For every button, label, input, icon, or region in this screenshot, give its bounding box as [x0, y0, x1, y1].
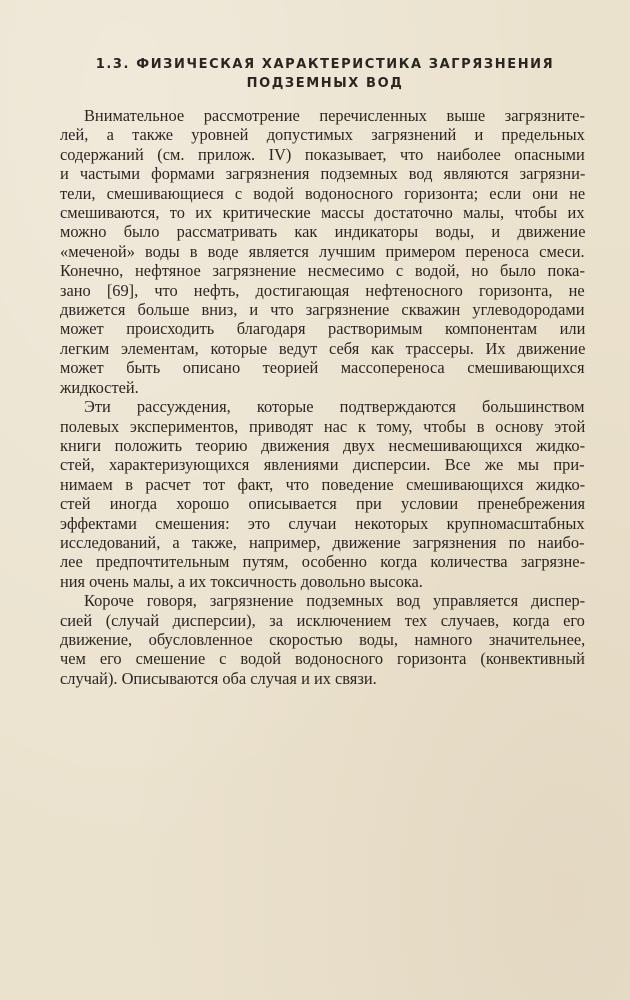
text-line: движется больше вниз, и что загрязнение скважин углеводородами: [60, 300, 585, 320]
text-line: может происходить благодаря растворимым компонентам или: [60, 319, 586, 339]
text-line: Эти рассуждения, которые подтверждаются большинством: [84, 397, 585, 417]
paragraph-2: [60, 397, 585, 591]
text-line: стей, характеризующихся явлениями дисперсии. Все же мы при-: [60, 455, 585, 475]
text-line: Внимательное рассмотрение перечисленных выше загрязните-: [84, 106, 585, 125]
text-line: движение, обусловленное скоростью воды, намного значительнее,: [60, 629, 586, 649]
text-line: смешиваются, то их критические массы достаточно малы, чтобы их: [60, 203, 585, 223]
text-line: Конечно, нефтяное загрязнение несмесимо с водой, но было пока-: [60, 261, 585, 281]
section-heading-line: 1.3. ФИЗИЧЕСКАЯ ХАРАКТЕРИСТИКА ЗАГРЯЗНЕНИЯ: [95, 57, 555, 72]
text-line: лей, а также уровней допустимых загрязнений и предельных: [60, 125, 585, 145]
text-line: и частыми формами загрязнения подземных вод являются загрязни-: [60, 164, 586, 184]
text-line: «меченой» воды в воде является лучшим примером переноса смеси.: [60, 241, 585, 261]
text-line: может быть описано теорией массопереноса смешивающихся: [60, 358, 585, 378]
text-line: можно было рассматривать как индикаторы воды, и движение: [60, 222, 586, 242]
text-line: Короче говоря, загрязнение подземных вод управляется диспер-: [84, 591, 586, 611]
body-text: [60, 106, 585, 688]
text-line: чем его смешение с водой водоносного горизонта (конвективный: [60, 649, 585, 669]
text-line: ния очень малы, а их токсичность довольно высока.: [60, 571, 423, 591]
text-line: зано [69], что нефть, достигающая нефтеносного горизонта, не: [60, 280, 585, 300]
text-line: легким элементам, которые ведут себя как трассеры. Их движение: [60, 338, 586, 358]
text-line: лее предпочтительным путям, особенно когда количества загрязне-: [60, 552, 586, 572]
text-line: жидкостей.: [60, 377, 139, 397]
text-line: сией (случай дисперсии), за исключением тех случаев, когда его: [60, 610, 585, 630]
paragraph-3: [60, 591, 585, 688]
paragraph-1: [60, 106, 585, 397]
text-line: стей иногда хорошо описывается при условии пренебрежения: [60, 494, 586, 514]
section-heading-line: ПОДЗЕМНЫХ ВОД: [246, 76, 404, 91]
text-line: содержаний (см. прилож. IV) показывает, что наиболее опасными: [60, 144, 585, 164]
text-line: тели, смешивающиеся с водой водоносного горизонта; если они не: [60, 183, 586, 203]
text-line: случай). Описываются оба случая и их связи.: [60, 668, 377, 688]
text-line: книги положить теорию движения двух несмешивающихся жидко-: [60, 435, 586, 455]
text-line: полевых экспериментов, приводят нас к тому, чтобы в основу этой: [60, 416, 586, 436]
text-line: исследований, а также, например, движение загрязнения по наибо-: [60, 532, 585, 552]
text-line: нимаем в расчет тот факт, что поведение смешивающихся жидко-: [60, 474, 586, 494]
section-heading: [60, 55, 590, 93]
text-line: эффектами смешения: это случаи некоторых крупномасштабных: [60, 513, 585, 533]
